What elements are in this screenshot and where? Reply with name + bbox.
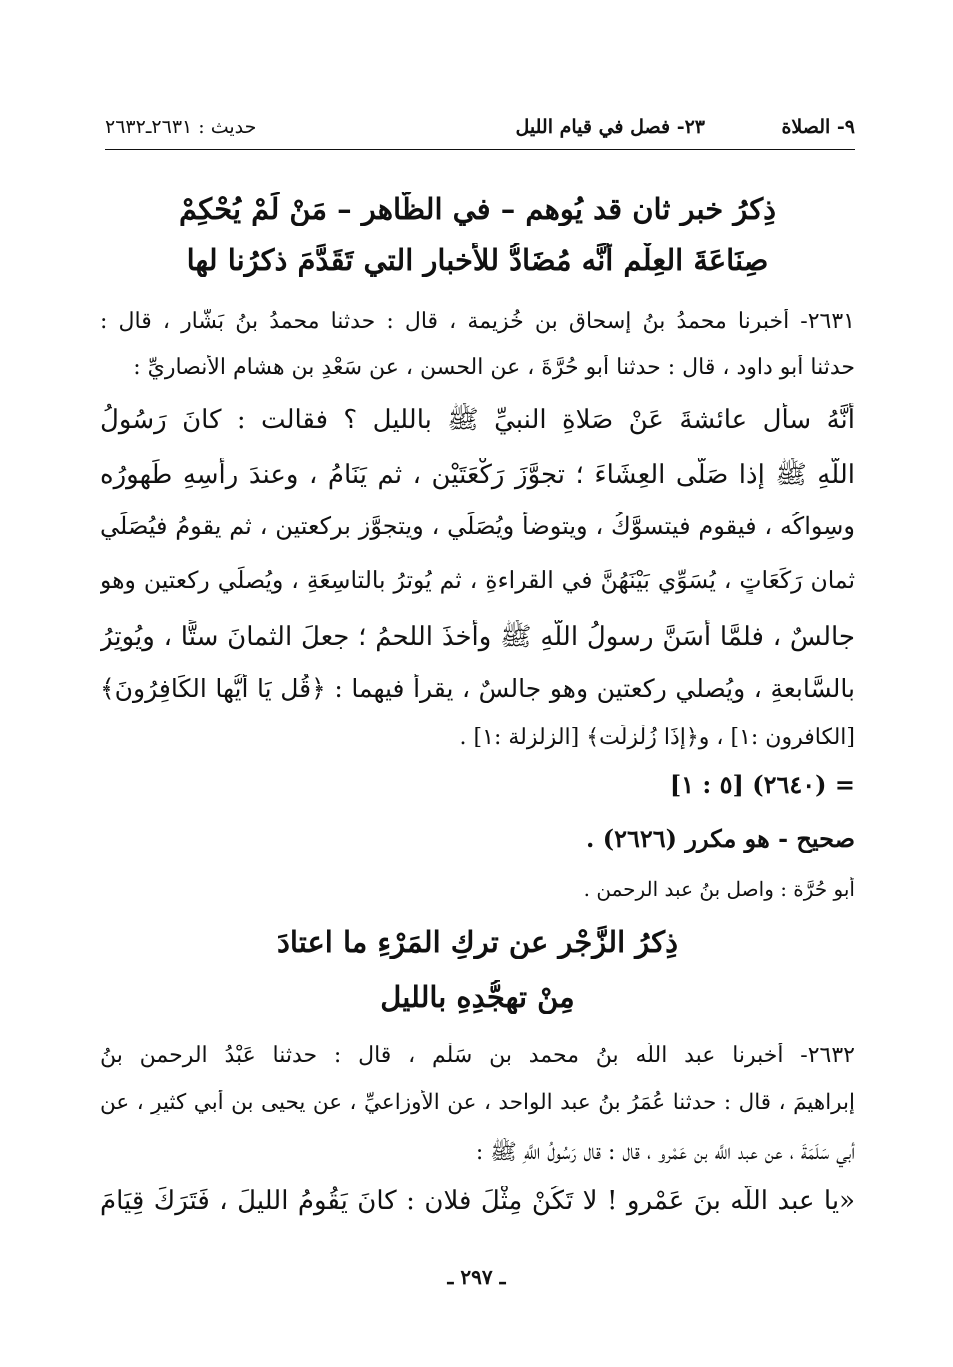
hadith2631-line1: ٢٦٣١- أخبرنا محمدُ بنُ إسحاق بن خُزيمة ، قال : حدثنا محمدُ بنُ بَشَّار ، قال :	[100, 309, 855, 334]
page-number: ـ ٢٩٧ ـ	[447, 1265, 506, 1289]
running-header	[105, 112, 855, 146]
heading1-line2: صِنَاعَةَ العِلْمِ أنَّه مُضَادُّ للأخبار التي تَقَدَّمَ ذكرُنا لها	[186, 243, 769, 277]
hadith2632-line2: إبراهيمَ ، قال : حدثنا عُمَرُ بنُ عبد الواحد ، عن الأوزاعيِّ ، عن يحيى بن أبي كثيرٍ ، عن	[100, 1090, 855, 1115]
hadith2631-line5: وسِواكُه ، فيقوم فيتسوَّكُ ، ويتوضأ ويُصَلِّي ، ويتجوَّز بركعتين ، ثم يقومُ فيُصَلِّي	[100, 512, 855, 540]
hadith2631-line9: [الكافرون :١] ، و﴿إِذَا زُلْزِلَت﴾ [الزلزلة :١] .	[459, 725, 855, 750]
hadith2631-line8: بالسَّابعةِ ، ويُصلي ركعتين وهو جالسٌ ، يقرأُ فيهما : ﴿قُل يَا أَيُّها الكَافِرُونَ﴾	[100, 674, 855, 703]
header-section: ٢٣- فصل في قيام الليل	[515, 116, 705, 138]
heading2-line1: ذِكرُ الزَّجْرِ عن تركِ المَرْءِ ما اعتادَ	[276, 925, 678, 959]
heading1-line1: ذِكرُ خبر ثان قد يُوهم – في الظَّاهر – مَنْ لَمْ يُحْكِمْ	[178, 192, 777, 226]
hadith2632-line4: «يا عبد اللَّه بنَ عَمْرو ! لا تَكُنْ مِثْلَ فلان : كانَ يَقُومُ الليلَ ، فَتَرَكَ قِيَامَ	[100, 1186, 855, 1216]
header-hadith-range: حديث : ٢٦٣١ـ٢٦٣٢	[105, 116, 257, 138]
header-rule	[105, 149, 855, 150]
hadith2631-line3: أنَّهُ سأل عائشةَ عَنْ صَلاةِ النبيِّ ﷺ بالليل ؟ فقالت : كانَ رَسُولُ	[100, 405, 855, 435]
header-chapter: ٩- الصلاة	[781, 116, 855, 138]
hadith2631-line7: جالسٌ ، فلمَّا أَسَنَّ رسولُ اللَّهِ ﷺ وأخذَ اللحمُ ؛ جعلَ الثمانَ ستًّا ، ويُوتِرُ	[100, 622, 855, 652]
hadith2631-line6: ثمان رَكَعَاتٍ ، يُسَوِّي بَيْنَهُنَّ في القراءةِ ، ثم يُوترُ بالتاسِعَةِ ، ويُصلِّي ركعتين وهو	[100, 566, 855, 594]
heading2-line2: مِنْ تهجُّدِهِ بالليل	[380, 980, 575, 1014]
hadith2632-line3: أبي سَلَمَةَ ، عن عبد اللَّه بن عَمْرو ، قال : قال رَسُولُ اللَّهِ ﷺ :	[475, 1140, 855, 1165]
hadith2631-grade: صحيح - هو مكرر (٢٦٢٦) .	[586, 824, 855, 853]
hadith2631-line2: حدثنا أبو داود ، قال : حدثنا أبو حُرَّةَ ، عن الحسن ، عن سَعْدِ بن هشام الأنصاريِّ :	[133, 355, 855, 380]
hadith2631-line4: اللَّهِ ﷺ إذا صَلَّى العِشَاءَ ؛ تجوَّزَ رَكْعَتَيْن ، ثم يَنَامُ ، وعندَ رأسِهِ طَهورُه	[100, 460, 855, 490]
hadith2632-line1: ٢٦٣٢- أخبرنا عبد اللَّه بنُ محمد بنِ سَلْمٍ ، قال : حدثنا عَبْدُ الرحمن بنُ	[100, 1043, 855, 1068]
hadith2631-note: أبو حُرَّة : واصل بنُ عبد الرحمن .	[583, 877, 855, 901]
hadith2631-reference: = (٢٦٤٠) [٥ : ١]	[669, 770, 855, 799]
